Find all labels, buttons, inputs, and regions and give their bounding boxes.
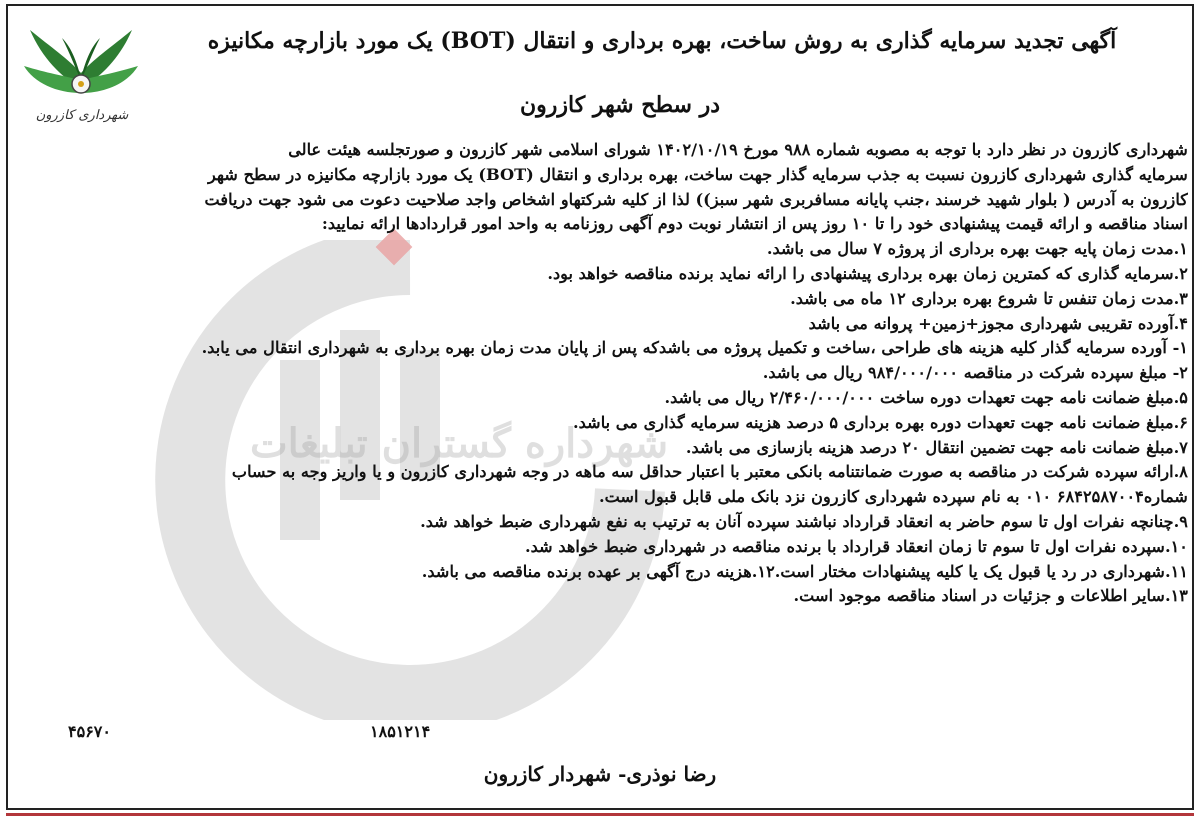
list-item: ۱۳.سایر اطلاعات و جزئیات در اسناد مناقصه موجود است. bbox=[793, 586, 1188, 606]
ref-number: ۱۸۵۱۲۱۴ bbox=[370, 722, 431, 741]
body-line: اسناد مناقصه و ارائه قیمت پیشنهادی خود را تا ۱۰ روز پس از انتشار نوبت دوم آگهی روزنامه به واحد امور قراردادها ارائه نمایید: bbox=[321, 214, 1188, 234]
list-item: ۹.چنانچه نفرات اول تا سوم حاضر به انعقاد قرارداد نباشند سپرده آنان به ترتیب به نفع شهرداری ضبط خواهد شد. bbox=[420, 511, 1188, 531]
list-item: شماره۶۸۴۲۵۸۷۰۰۴ ۰۱۰ به نام سپرده شهرداری کازرون نزد بانک ملی قابل قبول است. bbox=[598, 487, 1188, 507]
list-item: ۲- مبلغ سپرده شرکت در مناقصه ۹۸۴/۰۰۰/۰۰۰ ریال می باشد. bbox=[762, 363, 1188, 383]
list-item: ۱.مدت زمان پایه جهت بهره برداری از پروژه ۷ سال می باشد. bbox=[766, 239, 1188, 259]
ad-subtitle: در سطح شهر کازرون bbox=[520, 92, 720, 118]
list-item: ۴.آورده تقریبی شهرداری مجوز+زمین+ پروانه می باشد bbox=[808, 313, 1188, 333]
list-item: ۱۲.هزینه درج آگهی بر عهده برنده مناقصه می باشد. bbox=[421, 561, 775, 581]
list-item: ۱۰.سپرده نفرات اول تا سوم تا زمان انعقاد قرارداد با برنده مناقصه در شهرداری ضبط خواهد شد. bbox=[525, 536, 1188, 556]
body-line: کازرون به آدرس ( بلوار شهید خرسند ،جنب پایانه مسافربری شهر سبز)) لذا از کلیه شرکتهاو اشخاص واجد صلاحیت دعوت می شود جهت دریافت bbox=[204, 189, 1188, 209]
list-item: ۲.سرمایه گذاری که کمترین زمان بهره برداری پیشنهادی را ارائه نماید برنده مناقصه خواهد بود. bbox=[547, 263, 1188, 283]
logo-caption: شهرداری کازرون bbox=[35, 108, 129, 123]
list-item: ۱۱.شهرداری در رد یا قبول یک یا کلیه پیشنهادات مختار است. bbox=[774, 561, 1188, 581]
list-item: ۱- آورده سرمایه گذار کلیه هزینه های طراحی ،ساخت و تکمیل پروژه می باشدکه پس از پایان مدت زمان بهره برداری به شهرداری انتقال می یابد. bbox=[201, 338, 1188, 358]
bottom-rule bbox=[6, 813, 1194, 816]
list-item: ۸.ارائه سپرده شرکت در مناقصه به صورت ضمانتنامه بانکی معتبر با اعتبار حداقل سه ماهه در وجه شهرداری کازرون و یا واریز وجه به حساب bbox=[231, 462, 1188, 482]
ref-number: ۴۵۶۷۰ bbox=[68, 722, 111, 741]
watermark-text: شهرداره گستران تبلیغات bbox=[250, 420, 669, 467]
list-row bbox=[14, 560, 1188, 585]
list-item: ۳.مدت زمان تنفس تا شروع بهره برداری ۱۲ ماه می باشد. bbox=[790, 288, 1188, 308]
list-item: ۷.مبلغ ضمانت نامه جهت تضمین انتقال ۲۰ درصد هزینه بازسازی می باشد. bbox=[685, 437, 1188, 457]
list-item: ۵.مبلغ ضمانت نامه جهت تعهدات دوره ساخت ۲/۴۶۰/۰۰۰/۰۰۰ ریال می باشد. bbox=[664, 387, 1188, 407]
ad-body bbox=[14, 138, 1188, 609]
signature: رضا نوذری- شهردار کازرون bbox=[483, 762, 717, 786]
ad-title: آگهی تجدید سرمایه گذاری به روش ساخت، بهره برداری و انتقال (BOT) یک مورد بازارچه مکانیزه bbox=[207, 28, 1117, 54]
body-line: سرمایه گذاری شهرداری کازرون نسبت به جذب سرمایه گذار جهت ساخت، بهره برداری و انتقال (BOT) یک مورد بازارچه مکانیزه در سطح شهر bbox=[207, 164, 1188, 184]
list-item: ۶.مبلغ ضمانت نامه جهت تعهدات دوره بهره برداری ۵ درصد هزینه سرمایه گذاری می باشد. bbox=[573, 412, 1188, 432]
body-line: شهرداری کازرون در نظر دارد با توجه به مصوبه شماره ۹۸۸ مورخ ۱۴۰۲/۱۰/۱۹ شورای اسلامی شهر کازرون و صورتجلسه هیئت عالی bbox=[288, 140, 1188, 159]
